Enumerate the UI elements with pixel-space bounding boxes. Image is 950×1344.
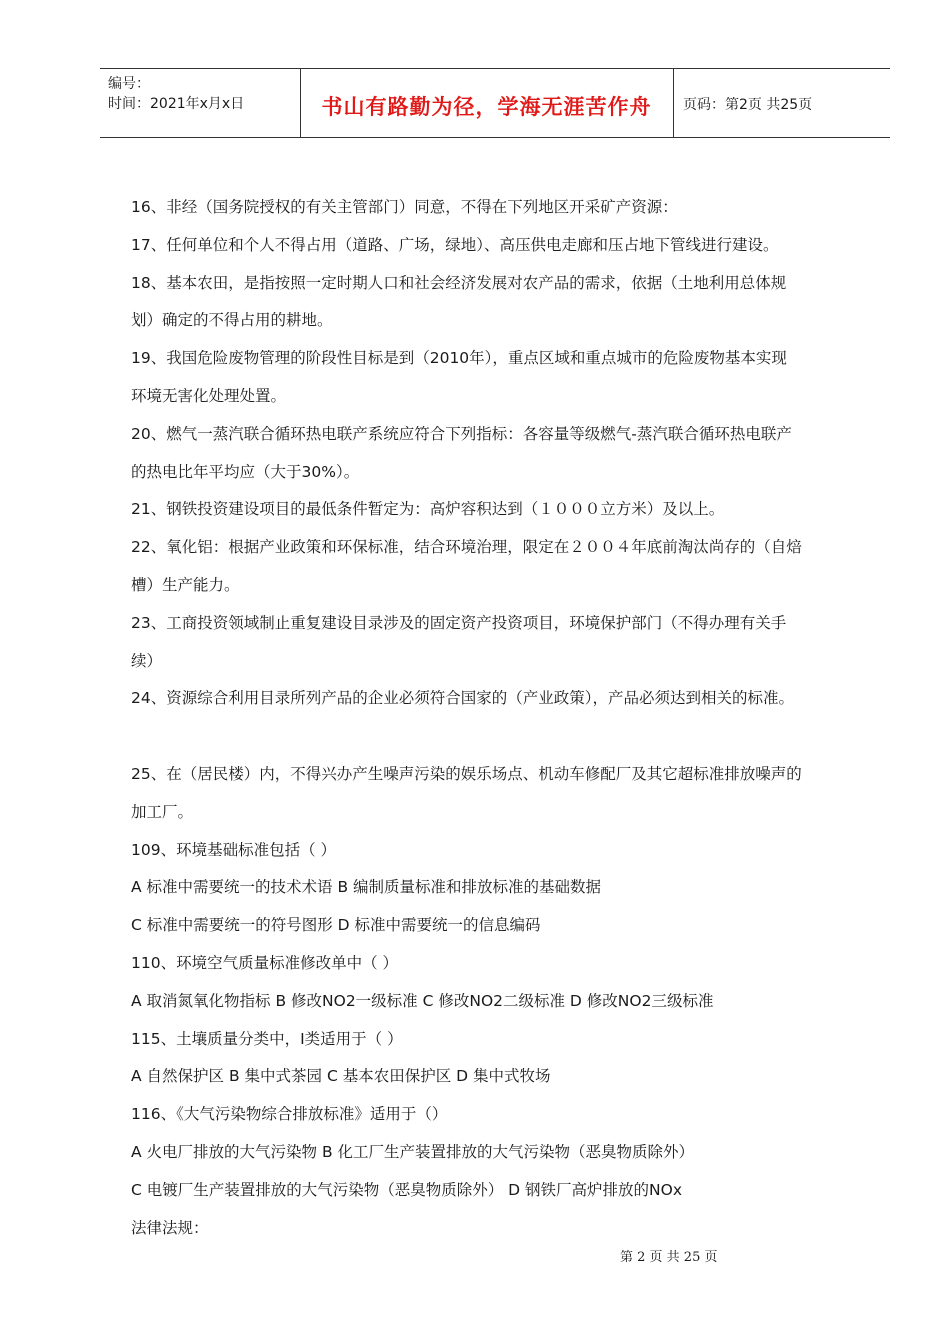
text-line: 22、氧化铝：根据产业政策和环保标准，结合环境治理，限定在２００４年底前淘汰尚存的（自焙 bbox=[131, 538, 802, 557]
header-meta-cell bbox=[100, 69, 301, 137]
text-line: 的热电比年平均应（大于30%）。 bbox=[131, 462, 360, 481]
question-line: 115、土壤质量分类中，Ⅰ类适用于（ ） bbox=[131, 1029, 403, 1048]
option-line: A 标准中需要统一的技术术语 B 编制质量标准和排放标准的基础数据 bbox=[131, 878, 602, 897]
document-number-label: 编号： bbox=[108, 76, 150, 92]
text-line: 19、我国危险废物管理的阶段性目标是到（2010年），重点区域和重点城市的危险废物基本实现 bbox=[131, 349, 787, 368]
header-page-code: 页码：第2页 共25页 bbox=[683, 97, 813, 113]
text-line: 环境无害化处理处置。 bbox=[131, 386, 287, 405]
option-line: C 电镀厂生产装置排放的大气污染物（恶臭物质除外） D 钢铁厂高炉排放的NOx bbox=[131, 1180, 683, 1199]
question-line: 110、环境空气质量标准修改单中（ ） bbox=[131, 953, 399, 972]
text-line: 25、在（居民楼）内，不得兴办产生噪声污染的娱乐场点、机动车修配厂及其它超标准排放噪声的 bbox=[131, 764, 802, 783]
section-heading: 法律法规： bbox=[131, 1218, 209, 1237]
header-page-cell bbox=[673, 69, 890, 137]
option-line: A 自然保护区 B 集中式茶园 C 基本农田保护区 D 集中式牧场 bbox=[131, 1067, 551, 1086]
text-line: 17、任何单位和个人不得占用（道路、广场，绿地）、高压供电走廊和压占地下管线进行建设。 bbox=[131, 235, 779, 254]
header-motto-cell bbox=[300, 69, 674, 137]
option-line: A 取消氮氧化物指标 B 修改NO2一级标准 C 修改NO2二级标准 D 修改NO2三级标准 bbox=[131, 991, 714, 1010]
text-line: 23、工商投资领域制止重复建设目录涉及的固定资产投资项目，环境保护部门（不得办理有关手 bbox=[131, 613, 787, 632]
text-line: 加工厂。 bbox=[131, 802, 194, 821]
text-line: 20、燃气一蒸汽联合循环热电联产系统应符合下列指标：各容量等级燃气-蒸汽联合循环热电联产 bbox=[131, 424, 792, 443]
document-body bbox=[131, 189, 861, 1247]
text-line: 18、基本农田，是指按照一定时期人口和社会经济发展对农产品的需求，依据（土地利用总体规 bbox=[131, 273, 787, 292]
text-line: 续） bbox=[131, 651, 163, 670]
document-time-label: 时间：2021年x月x日 bbox=[108, 96, 245, 112]
question-line: 116、《大气污染物综合排放标准》适用于（） bbox=[131, 1105, 448, 1124]
question-line: 109、环境基础标准包括（ ） bbox=[131, 840, 337, 859]
text-line: 16、非经（国务院授权的有关主管部门）同意，不得在下列地区开采矿产资源： bbox=[131, 198, 678, 216]
option-line: C 标准中需要统一的符号图形 D 标准中需要统一的信息编码 bbox=[131, 916, 541, 935]
text-line: 21、钢铁投资建设项目的最低条件暂定为：高炉容积达到（１０００立方米）及以上。 bbox=[131, 500, 725, 519]
text-line: 24、资源综合利用目录所列产品的企业必须符合国家的（产业政策），产品必须达到相关的标准。 bbox=[131, 689, 794, 708]
page-footer: 第 2 页 共 25 页 bbox=[620, 1250, 718, 1265]
header-motto: 书山有路勤为径，学海无涯苦作舟 bbox=[321, 95, 652, 119]
text-line: 槽）生产能力。 bbox=[131, 575, 240, 594]
page-header bbox=[100, 68, 890, 138]
text-line: 划）确定的不得占用的耕地。 bbox=[131, 311, 333, 330]
option-line: A 火电厂排放的大气污染物 B 化工厂生产装置排放的大气污染物（恶臭物质除外） bbox=[131, 1142, 695, 1161]
